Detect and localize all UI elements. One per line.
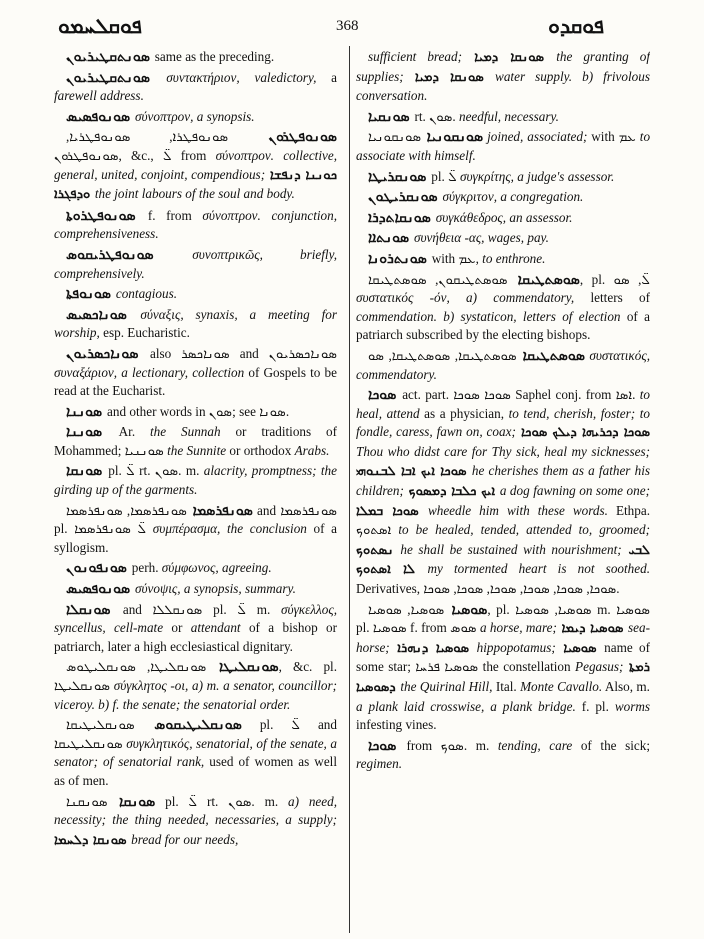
entry-headword: ܣܘܢܬܪܘܢܐ <box>368 250 432 267</box>
syriac-phrase: ܣܘܣܝܐ <box>555 640 605 656</box>
definition-text: senatorial, of the senate, a senator; of senatorial rank, <box>54 735 337 770</box>
greek-etymon: σύνοπτρον. <box>215 147 274 163</box>
greek-etymon: συστατικός, <box>589 347 650 363</box>
dictionary-entry <box>356 128 650 165</box>
entry-headword: ܣܘܢܩܘܢܝܐ <box>421 129 484 146</box>
dictionary-entry <box>356 168 650 187</box>
entry-text: name of some star; ܣܘܣܝܐ ܦܪܚܐ the constellation <box>356 639 650 675</box>
entry-text: also ܣܘܢܐܟܣܪ and ܣܘܢܐܟܣܪܝܘܢ <box>150 345 337 361</box>
definition-text: water supply. b) frivolous conversation. <box>356 68 650 104</box>
definition-text: my tormented heart is not soothed. <box>427 561 650 577</box>
entry-text: f. from <box>147 207 203 223</box>
dictionary-entry <box>356 271 650 345</box>
definition-text: a judge's assessor. <box>513 168 615 184</box>
dictionary-entry <box>54 580 337 599</box>
definition-text: conjunction, comprehensiveness. <box>54 207 337 242</box>
entry-headword: ܣܘܢܢܐ <box>66 403 108 420</box>
syriac-phrase: ܣܘܟܐ ܐܝܟ ܐܒܐ ܠܒܢܘܗܝ <box>356 464 472 480</box>
entry-headword: ܣܘܢܢܐ <box>66 424 119 441</box>
entry-text: ܣܘܢܩܠܝܛܐ, ܣܘܢܩܠܝܛܘܣ, &c. pl. ܣܘܢܩܠܝܛܐ <box>54 659 337 693</box>
greek-etymon: συντακτήριον, <box>166 69 240 85</box>
entry-headword: ܣܘܟܐ <box>368 387 403 404</box>
entry-headword: ܣܘܢܘܦܣܝܣ <box>66 581 135 598</box>
entry-headword: ܣܘܢܘܦܛܪܘܬܐ <box>66 207 148 224</box>
dictionary-entry <box>356 347 650 384</box>
syriac-phrase: ܟܘܢܢܐ ܕܢܦܫܐ ܘܕܦܓܪܐ <box>54 167 337 203</box>
entry-headword: ܣܘܣܝܐ <box>444 601 488 618</box>
entry-text: ܣܘܢܩܠܝܛܝܩܐ pl. ܠ̈ and ܣܘܢܩܠܝܛܝܩܐ <box>54 717 337 751</box>
entry-headword: ܣܘܢܬܩܛܝܪܝܘܢ <box>66 69 167 86</box>
entry-text: ܣܘܢܦܪܣܡܐ, ܣܘܢܦܪܣܡܐ and ܣܘܢܦܪܣܡܐ pl. ܠ̈ ܣܘܢܦܪܣܡܐ <box>54 502 337 537</box>
dictionary-entry <box>356 737 650 774</box>
dictionary-entry <box>356 108 650 127</box>
dictionary-entry <box>54 345 337 401</box>
definition-text: to enthrone. <box>482 250 546 266</box>
dictionary-entry <box>54 108 337 127</box>
entry-headword: ܣܘܢܐܟܣܝܣ <box>66 306 141 323</box>
definition-text: sea-horse; <box>356 620 650 655</box>
definition-text: attendant <box>190 620 241 636</box>
entry-text: from ܣܘܟ. m. <box>406 737 498 753</box>
greek-etymon: σύγκριτον, <box>442 189 498 205</box>
definition-text: alacrity, promptness; the girding up of the garments. <box>54 463 337 498</box>
syriac-phrase: ܣܘܣܝܐ ܕܝܡܐ <box>556 621 629 637</box>
syriac-phrase: ܣܘܢܩܐ ܕܡܝܐ <box>461 50 557 65</box>
definition-text: the Sunnah <box>150 424 221 440</box>
entry-text: ܣܘܢܩܘܢܝܐ <box>368 129 488 145</box>
dictionary-entry <box>356 48 650 106</box>
definition-text: a synopsis. <box>193 108 255 124</box>
definition-text: a) m. a senator, councillor; viceroy. b) f. the senate; the senatorial order. <box>54 678 337 712</box>
entry-text: with ܥܡ <box>587 129 640 145</box>
definition-text: the Quirinal Hill, <box>400 679 493 694</box>
definition-text: to heal, attend <box>356 387 650 421</box>
dictionary-entry <box>356 601 650 735</box>
definition-text: collective, general, united, conjoint, compendious; <box>54 147 337 182</box>
greek-etymon: σύνοψις, <box>135 581 181 597</box>
definition-text: synaxis, a meeting for worship, <box>54 306 337 341</box>
entry-text: ܣܘܣܝܐ, ܣܘܣܝܐ, pl. ܣܘܣܝܐ, ܣܘܣܝܐ m. ܣܘܣܝܐ pl. ܣܘܣܝܐ f. from ܣܘܣ <box>356 601 650 636</box>
left-column <box>54 48 337 935</box>
syriac-phrase: ܢܣܬܘܟ <box>356 542 401 558</box>
dictionary-entry <box>54 658 337 714</box>
entry-text: of a syllogism. <box>54 521 337 555</box>
entry-text: ܣܘܢܘܦܛܪܐ, ܣܘܢܘܦܛܪܝܐ, ܣܘܢܘܦܛܪܘܢ, &c., ܠ̈ from <box>54 129 229 163</box>
greek-etymon: σύνοπτρον. <box>202 207 261 223</box>
dictionary-entry <box>54 423 337 460</box>
definition-text: he cherishes them as a father his children; <box>356 463 650 499</box>
definition-text: a dog fawning on some one; <box>499 483 650 499</box>
dictionary-entry <box>54 793 337 851</box>
entry-text: Ar. <box>118 424 151 440</box>
dictionary-entry <box>54 306 337 343</box>
entry-text: of the sick; <box>572 737 650 753</box>
entry-text: f. pl. <box>575 698 615 714</box>
greek-etymon: σύναξις, <box>140 306 184 322</box>
header-right-catchword: ܦܘܩܕܘ <box>548 14 604 38</box>
entry-headword: ܣܘܢܘܦܛܪܘܢ <box>228 129 337 146</box>
definition-text: he shall be sustained with nourishment; <box>400 541 622 557</box>
entry-headword: ܣܘܢܩܪܝܛܘܢ <box>368 189 443 206</box>
definition-text: tending, care <box>497 737 573 753</box>
definition-text: a lectionary, collection <box>117 364 245 380</box>
definition-text: a) commendatory, <box>449 290 575 306</box>
definition-text: valedictory, <box>239 69 317 85</box>
greek-etymon: συγκρίτης, <box>459 168 514 184</box>
definition-text: the conclusion <box>220 521 307 537</box>
syriac-phrase: ܪܡܬܐ ܕܣܘܣܝܐ <box>356 660 650 695</box>
entry-headword: ܣܘܢܦܘܢܘܢ <box>66 560 132 577</box>
greek-etymon: σύγκελλος, <box>281 601 337 617</box>
definition-text: wheedle him with these words. <box>427 502 608 518</box>
right-column <box>356 48 650 935</box>
entry-headword: ܣܘܢܩܠܝܛܐ <box>206 659 279 676</box>
definition-text: farewell address. <box>54 88 144 104</box>
greek-etymon: σύγκλητος -οι, <box>113 678 189 693</box>
definition-text: commendation. b) systaticon, letters of election <box>356 308 621 324</box>
entry-headword: ܣܘܢܘܦܛܪܝܩܘܣ <box>66 246 193 263</box>
syriac-phrase: ܐܝܟ ܟܠܒܐ ܕܡܣܘܟ <box>403 484 500 500</box>
definition-text: Monte Cavallo. <box>520 679 603 694</box>
entry-text: of a bishop or patriarch, later a high ecclesiastical dignitary. <box>54 620 337 654</box>
page-number: 368 <box>336 18 359 34</box>
entry-text: with ܥܡ, <box>431 250 483 266</box>
dictionary-entry <box>54 48 337 67</box>
header-left-catchword: ܦܘܩܠܚܡܘ <box>58 14 142 38</box>
entry-text: rt. ܣܘܢ. <box>414 108 459 124</box>
definition-text: the granting of supplies; <box>356 49 650 84</box>
dictionary-entry <box>356 188 650 207</box>
greek-etymon: συγκάθεδρος, <box>435 209 507 225</box>
entry-text: ܣܘܣܬܛܝܩܘܢ, ܣܘܣܬܛܝܩܐ, pl. ܠ̈, ܣܘ <box>368 271 650 287</box>
entry-headword: ܣܘܢܘܦܣܝܣ <box>66 108 135 125</box>
definition-text: a) need, necessity; the thing needed, necessaries, a supply; <box>54 793 337 828</box>
definition-text: a congregation. <box>497 189 584 205</box>
entry-text: pl. ܠ̈ <box>431 168 460 184</box>
entry-text: and other words in ܣܘܢ; see ܣܘܢܐ. <box>107 403 290 419</box>
dictionary-entry <box>54 716 337 790</box>
definition-text: needful, necessary. <box>458 108 559 124</box>
definition-text: syncellus, cell-mate <box>54 620 164 636</box>
dictionary-entry <box>356 209 650 228</box>
definition-text: briefly, comprehensively. <box>54 246 337 281</box>
definition-text: contagious. <box>115 286 178 302</box>
column-divider <box>349 46 350 933</box>
entry-headword: ܣܘܣܬܛܝܩܐ <box>507 271 580 288</box>
entry-text: used of women as well as of men. <box>54 754 337 788</box>
dictionary-entry <box>356 250 650 269</box>
definition-text: to associate with himself. <box>356 129 650 163</box>
entry-headword: ܣܘܢܬܐܐ <box>368 230 414 247</box>
entry-headword: ܣܘܢܩܠܝܛܝܩܘܣ <box>134 717 242 734</box>
definition-text: the joint labours of the soul and body. <box>94 186 295 202</box>
dictionary-entry <box>54 69 337 106</box>
entry-text: ܣܘܢܩܢܐ pl. ܠ̈ rt. ܣܘܢ. m. <box>66 793 288 809</box>
definition-text: commendatory. <box>356 366 437 382</box>
dictionary-entry <box>54 601 337 657</box>
definition-text: regimen. <box>356 756 403 772</box>
entry-text: as a physician, <box>419 405 509 421</box>
syriac-phrase: ܠܒܝ ܠܐ ܐܣܬܘܟ <box>356 542 650 578</box>
definition-text: to tend, cherish, foster; to fondle, caress, fawn on, coax; <box>356 405 650 440</box>
dictionary-entry <box>54 559 337 578</box>
dictionary-entry <box>356 386 650 599</box>
greek-etymon: συναξάριον, <box>54 364 118 380</box>
definition-text: hippopotamus; <box>476 639 556 655</box>
definition-text: worms <box>614 698 650 714</box>
dictionary-entry <box>54 207 337 244</box>
greek-etymon: σύνοπτρον, <box>135 108 194 124</box>
definition-text: the Sunnite <box>167 442 227 458</box>
dictionary-entry <box>54 502 337 558</box>
running-header <box>58 10 664 40</box>
entry-text: esp. Eucharistic. <box>99 325 190 341</box>
entry-headword: ܣܘܢܩܐ <box>66 463 109 480</box>
entry-headword: ܣܘܢܘܦܬܐ <box>66 286 116 303</box>
entry-text: a <box>316 69 337 85</box>
entry-headword: ܣܘܢܩܐܬܕܪܐ <box>368 209 436 226</box>
greek-etymon: συγκλητικός, <box>126 735 193 751</box>
entry-text: of Gospels to be read at the Eucharist. <box>54 364 337 399</box>
entry-headword: ܣܘܢܩܠܐ <box>66 601 123 618</box>
definition-text: Arabs. <box>294 442 330 458</box>
entry-text: perh. <box>131 560 162 576</box>
definition-text: bread for our needs, <box>131 831 239 847</box>
syriac-phrase: ܣܘܢܩܐ ܕܡܝܐ <box>403 69 496 85</box>
entry-headword: ܣܘܢܩܪܝܛܐ <box>368 168 432 185</box>
entry-text: of a patriarch subscribed by the electing bishops. <box>356 308 650 343</box>
definition-text: Pegasus; <box>575 659 624 675</box>
greek-etymon: συνήθεια -ας, <box>414 230 485 246</box>
entry-text: or traditions of Mohammed; ܣܘܢܢܝܐ <box>54 424 337 458</box>
definition-text: a synopsis, summary. <box>180 581 296 597</box>
definition-text: an assessor. <box>506 209 573 225</box>
greek-etymon: συμπέρασμα, <box>152 521 221 537</box>
syriac-phrase: ܣܘܢܩܐ ܕܠܚܡܐ <box>54 832 132 848</box>
definition-text: wages, pay. <box>484 230 549 246</box>
dictionary-entry <box>54 246 337 283</box>
dictionary-entry <box>54 285 337 304</box>
definition-text: a horse, mare; <box>479 620 557 636</box>
dictionary-entry <box>54 128 337 204</box>
entry-text: Derivatives, ܣܘܟܐ, ܣܘܟܐ, ܣܘܟܐ, ܣܘܟܐ, ܣܘܟܐ, ܣܘܟܐ. <box>356 581 620 597</box>
entry-headword: ܣܘܢܩܝܐ <box>368 108 415 125</box>
entry-text: infesting vines. <box>356 717 437 733</box>
entry-headword: ܣܘܟܐ <box>368 737 407 754</box>
entry-text: and ܣܘܢܩܠܠܐ pl. ܠ̈ m. <box>122 601 282 617</box>
entry-text: act. part. ܣܘܟܐ ܣܘܟܐ Saphel conj. from ܐܣܐ. <box>402 387 640 403</box>
definition-text: joined, associated; <box>487 129 588 145</box>
definition-text: sufficient bread; <box>368 49 462 64</box>
greek-etymon: συνοπτρικῶς, <box>192 246 263 262</box>
entry-text: same as the preceding. <box>154 49 275 64</box>
greek-etymon: σύμφωνος, <box>161 560 219 576</box>
entry-text: Ethpa. ܐܣܬܘܟ <box>356 502 650 538</box>
entry-headword: ܣܘܢܩܐ <box>107 793 156 810</box>
definition-text: agreeing. <box>218 560 272 576</box>
definition-text: Thou who didst care for Thy sick, heal my sicknesses; <box>356 443 650 459</box>
entry-headword: ܣܘܢܐܟܣܪܝܘܢ <box>66 345 151 362</box>
entry-text: Ital. <box>492 679 521 694</box>
syriac-phrase: ܣܘܣܝܐ ܕܢܗܪܐ <box>389 640 477 656</box>
dictionary-entry <box>54 403 337 422</box>
definition-text: a plank laid crosswise, a plank bridge. <box>356 698 576 714</box>
entry-text: ܣܘܣܬܛܝܩܐ, ܣܘܣܬܛܝܩܐ, ܣܘ <box>368 347 590 363</box>
entry-text: Also, m. <box>602 679 650 694</box>
entry-headword: ܣܘܢܬܩܛܝܪܝܘܢ <box>66 49 155 65</box>
entry-text: pl. ܠ̈ rt. ܣܘܢ. m. <box>108 463 204 479</box>
entry-headword: ܣܘܢܦܪܣܡܐ <box>186 502 253 519</box>
definition-text: to be healed, tended, attended to, groomed; <box>398 522 650 538</box>
entry-text: letters of <box>574 290 650 306</box>
syriac-phrase: ܣܘܟܐ ܒܡܠܐ <box>356 503 428 519</box>
syriac-phrase: ܣܘܟܐ ܕܟܪܝܗܐ ܕܝܠܟ ܣܘܟܐ <box>515 425 650 441</box>
greek-etymon: συστατικός -όν, <box>356 290 450 306</box>
dictionary-entry <box>54 462 337 499</box>
entry-text: or <box>163 620 191 636</box>
entry-headword: ܣܘܣܬܛܝܩܐ <box>516 347 585 364</box>
entry-text: or orthodox <box>226 442 295 458</box>
dictionary-entry <box>356 229 650 248</box>
